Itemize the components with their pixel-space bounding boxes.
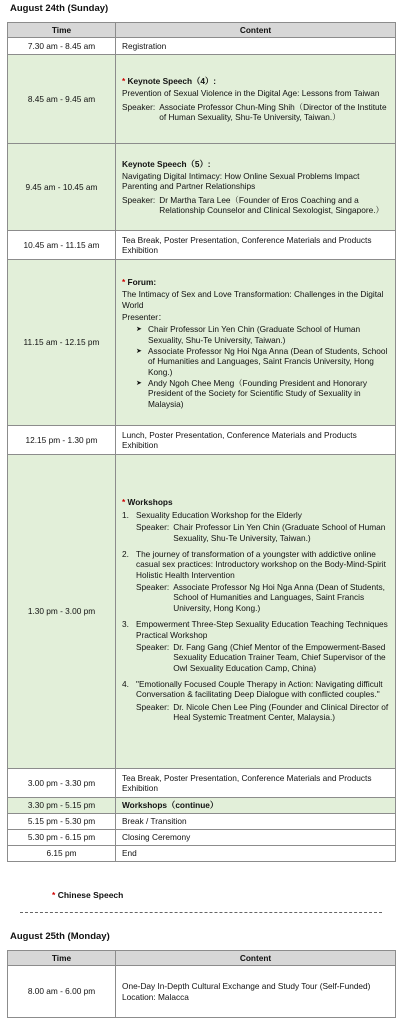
time-cell: 8.45 am - 9.45 am <box>8 55 116 144</box>
workshop-item: 2. The journey of transformation of a youngster with addictive online casual sex practices: Introductory workshop on the Body-Mind-Spirit Holistic Health Intervention Speaker: Associate Professor Ng Hoi Nga Anna (Dean of Students, School of Humanities and Languages, Saint Francis University, Hong Kong.) <box>122 549 392 613</box>
workshop-title: Empowerment Three-Step Sexuality Education Teaching Techniques Practical Workshop <box>136 619 388 640</box>
time-cell: 3.00 pm - 3.30 pm <box>8 769 116 798</box>
tour-description: One-Day In-Depth Cultural Exchange and Study Tour (Self-Funded) <box>122 981 371 992</box>
content-column-header: Content <box>116 23 396 38</box>
workshop-item: 4. "Emotionally Focused Couple Therapy in Action: Navigating difficult Conversation & facilitating Deep Dialogue with conflicted couples." Speaker: Dr. Nicole Chen Lee Ping (Founder and Clinical Director of Heal Systemic Treatment Center, Malaysia.) <box>122 679 392 722</box>
session-heading: Workshops <box>127 496 173 507</box>
content-cell <box>116 260 396 426</box>
time-cell: 11.15 am - 12.15 pm <box>8 260 116 426</box>
day1-schedule-table <box>7 22 396 862</box>
content-cell: Tea Break, Poster Presentation, Conference Materials and Products Exhibition <box>116 769 396 798</box>
table-row <box>8 798 396 814</box>
speaker-name: Associate Professor Ng Hoi Nga Anna (Dean of Students, School of Humanities and Languages, Saint Francis University, Hong Kong.) <box>173 582 385 613</box>
chinese-speech-marker: * <box>52 890 56 900</box>
workshop-title: The journey of transformation of a youngster with addictive online casual sex practices: Introductory workshop on the Body-Mind-Spirit Holistic Health Intervention <box>136 549 386 580</box>
table-row <box>8 814 396 830</box>
content-cell <box>116 144 396 231</box>
speaker-name: Associate Professor Chun-Ming Shih（Director of the Institute of Human Sexuality, Shu-Te University, Taiwan.） <box>159 101 387 122</box>
section-divider <box>20 912 382 913</box>
arrow-bullet-icon: ➤ <box>136 348 142 355</box>
workshop-item: 3. Empowerment Three-Step Sexuality Education Teaching Techniques Practical Workshop Speaker: Dr. Fang Gang (Chief Mentor of the Empowerment-Based Sexuality Education Trainer Team, Chief Supervisor of the Owl Sexuality Education Camp, China) <box>122 619 392 673</box>
speaker-label: Speaker: <box>136 701 170 712</box>
workshop-item: 1. Sexuality Education Workshop for the Elderly Speaker: Chair Professor Lin Yen Chin (Graduate School of Human Sexuality, Shu-Te University, Taiwan.) <box>122 510 392 543</box>
chinese-speech-marker: * <box>122 276 126 287</box>
table-row <box>8 769 396 798</box>
chinese-speech-marker: * <box>122 75 126 86</box>
day2-title: August 25th (Monday) <box>10 931 110 942</box>
time-column-header: Time <box>8 951 116 966</box>
time-cell: 8.00 am - 6.00 pm <box>8 966 116 1018</box>
time-cell: 9.45 am - 10.45 am <box>8 144 116 231</box>
table-row <box>8 426 396 455</box>
table-header <box>8 23 396 38</box>
workshop-title: "Emotionally Focused Couple Therapy in Action: Navigating difficult Conversation & facilitating Deep Dialogue with conflicted couples." <box>136 678 383 700</box>
content-cell: Workshops（continue） <box>116 798 396 814</box>
table-row <box>8 260 396 426</box>
presenter-list <box>122 324 392 409</box>
session-heading: Forum: <box>127 276 157 287</box>
session-heading: Keynote Speech（5）: <box>122 158 211 169</box>
list-item: ➤ Chair Professor Lin Yen Chin (Graduate School of Human Sexuality, Shu-Te University, Taiwan.) <box>136 324 361 345</box>
speaker-name: Dr. Fang Gang (Chief Mentor of the Empowerment-Based Sexuality Education Trainer Team, Chief Supervisor of the Owl Sexuality Education Camp, China) <box>173 641 386 673</box>
table-row <box>8 966 396 1018</box>
time-cell: 1.30 pm - 3.00 pm <box>8 455 116 769</box>
table-row <box>8 55 396 144</box>
session-topic: Prevention of Sexual Violence in the Digital Age: Lessons from Taiwan <box>122 88 380 99</box>
arrow-bullet-icon: ➤ <box>136 326 142 334</box>
time-cell: 5.15 pm - 5.30 pm <box>8 814 116 830</box>
content-cell <box>116 455 396 769</box>
speaker-name: Dr Martha Tara Lee（Founder of Eros Coaching and a Relationship Counselor and Clinical Sexologist, Singapore.） <box>159 194 384 216</box>
time-cell: 6.15 pm <box>8 846 116 862</box>
session-topic: The Intimacy of Sex and Love Transformation: Challenges in the Digital World <box>122 289 384 310</box>
content-cell: Lunch, Poster Presentation, Conference Materials and Products Exhibition <box>116 426 396 455</box>
list-item: ➤ Andy Ngoh Chee Meng（Founding President and Honorary President of the Society for Scientific Study of Sexuality in Malaysia) <box>136 378 368 409</box>
time-cell: 3.30 pm - 5.15 pm <box>8 798 116 814</box>
time-cell: 5.30 pm - 6.15 pm <box>8 830 116 846</box>
chinese-speech-note: * Chinese Speech <box>52 890 124 900</box>
content-cell: End <box>116 846 396 862</box>
table-row <box>8 830 396 846</box>
chinese-speech-marker: * <box>122 496 126 507</box>
speaker-label: Speaker: <box>136 641 170 652</box>
speaker-label: Speaker: <box>136 522 170 533</box>
content-cell <box>116 55 396 144</box>
content-cell <box>116 966 396 1018</box>
table-row <box>8 38 396 55</box>
list-item: ➤ Associate Professor Ng Hoi Nga Anna (Dean of Students, School of Humanities and Languages, Saint Francis University, Hong Kong.) <box>136 346 388 377</box>
time-cell: 12.15 pm - 1.30 pm <box>8 426 116 455</box>
speaker-label: Speaker: <box>122 101 156 112</box>
speaker-label: Speaker: <box>136 582 170 593</box>
day1-title: August 24th (Sunday) <box>10 3 109 14</box>
speaker-name: Dr. Nicole Chen Lee Ping (Founder and Clinical Director of Heal Systemic Treatment Center, Malaysia.) <box>173 701 389 723</box>
session-topic: Navigating Digital Intimacy: How Online Sexual Problems Impact Parenting and Partner Relationships <box>122 170 360 192</box>
time-column-header: Time <box>8 23 116 38</box>
table-header <box>8 951 396 966</box>
content-cell: Tea Break, Poster Presentation, Conference Materials and Products Exhibition <box>116 231 396 260</box>
content-cell: Break / Transition <box>116 814 396 830</box>
table-row <box>8 231 396 260</box>
content-cell: Registration <box>116 38 396 55</box>
presenter-label: Presenter： <box>122 311 167 322</box>
speaker-name: Chair Professor Lin Yen Chin (Graduate School of Human Sexuality, Shu-Te University, Taiwan.) <box>173 522 386 543</box>
time-cell: 10.45 am - 11.15 am <box>8 231 116 260</box>
arrow-bullet-icon: ➤ <box>136 380 142 388</box>
workshop-title: Sexuality Education Workshop for the Elderly <box>136 509 302 520</box>
tour-location: Location: Malacca <box>122 991 189 1002</box>
day2-schedule-table <box>7 950 396 1018</box>
time-cell: 7.30 am - 8.45 am <box>8 38 116 55</box>
table-row <box>8 144 396 231</box>
content-column-header: Content <box>116 951 396 966</box>
table-row <box>8 455 396 769</box>
content-cell: Closing Ceremony <box>116 830 396 846</box>
session-heading: Keynote Speech（4）: <box>127 75 217 86</box>
table-row <box>8 846 396 862</box>
speaker-label: Speaker: <box>122 194 156 205</box>
